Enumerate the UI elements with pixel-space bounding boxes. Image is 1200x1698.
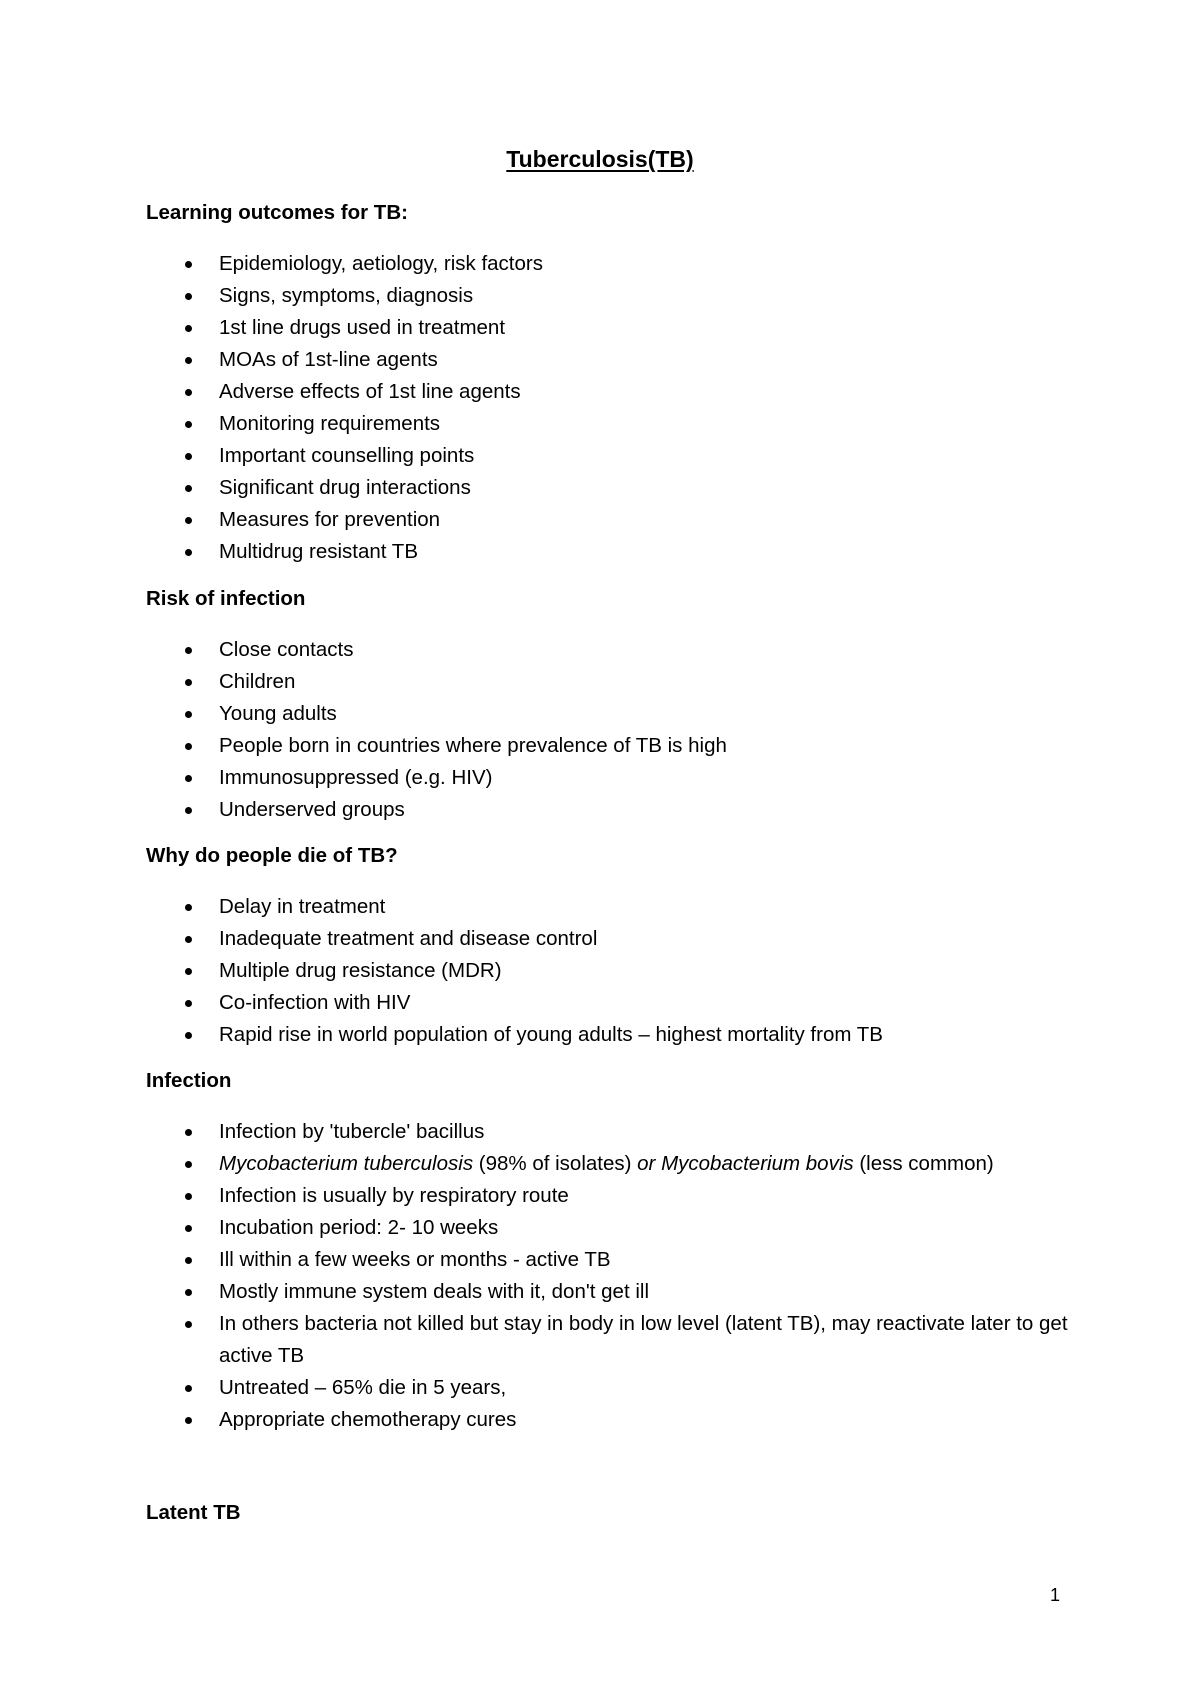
list-item-species [0,1148,1200,1180]
page-title: Tuberculosis(TB) [506,146,694,172]
list-item: Rapid rise in world population of young adults – highest mortality from TB [0,1019,1200,1051]
section-heading-learning-outcomes: Learning outcomes for TB: [146,201,408,224]
list-item: Multidrug resistant TB [0,536,1200,568]
list-item: Children [0,666,1200,698]
list-item: Epidemiology, aetiology, risk factors [0,248,1200,280]
list-item: Young adults [0,698,1200,730]
list-item: Important counselling points [0,440,1200,472]
learning-outcomes-list [0,248,1200,568]
list-item: Multiple drug resistance (MDR) [0,955,1200,987]
list-item: People born in countries where prevalence of TB is high [0,730,1200,762]
list-item: Adverse effects of 1st line agents [0,376,1200,408]
list-item: Immunosuppressed (e.g. HIV) [0,762,1200,794]
list-item: Signs, symptoms, diagnosis [0,280,1200,312]
list-item: Delay in treatment [0,891,1200,923]
list-item: Significant drug interactions [0,472,1200,504]
list-item: Co-infection with HIV [0,987,1200,1019]
list-item: Inadequate treatment and disease control [0,923,1200,955]
section-heading-latent-tb: Latent TB [146,1501,241,1524]
section-heading-infection: Infection [146,1069,232,1092]
list-item: Underserved groups [0,794,1200,826]
list-item: Monitoring requirements [0,408,1200,440]
list-item: Infection is usually by respiratory route [0,1180,1200,1212]
list-item: Mostly immune system deals with it, don't get ill [0,1276,1200,1308]
list-item: Untreated – 65% die in 5 years, [0,1372,1200,1404]
why-die-list [0,891,1200,1051]
list-item: In others bacteria not killed but stay in body in low level (latent TB), may reactivate later to get active TB [0,1308,1069,1372]
section-heading-risk-of-infection: Risk of infection [146,587,306,610]
list-item: Close contacts [0,634,1200,666]
isolates-note: (98% of isolates) [473,1152,638,1175]
list-item: Measures for prevention [0,504,1200,536]
list-item: Incubation period: 2- 10 weeks [0,1212,1200,1244]
infection-list [0,1116,1200,1436]
list-item: MOAs of 1st-line agents [0,344,1200,376]
list-item: Infection by 'tubercle' bacillus [0,1116,1200,1148]
risk-of-infection-list [0,634,1200,826]
less-common-note: (less common) [853,1152,994,1175]
list-item: 1st line drugs used in treatment [0,312,1200,344]
list-item: Ill within a few weeks or months - active TB [0,1244,1200,1276]
species-name-bovis: or Mycobacterium bovis [637,1152,854,1175]
page-number: 1 [1049,1585,1060,1605]
list-item: Appropriate chemotherapy cures [0,1404,1200,1436]
species-name-tuberculosis: Mycobacterium tuberculosis [219,1152,474,1175]
section-heading-why-die: Why do people die of TB? [146,844,398,867]
